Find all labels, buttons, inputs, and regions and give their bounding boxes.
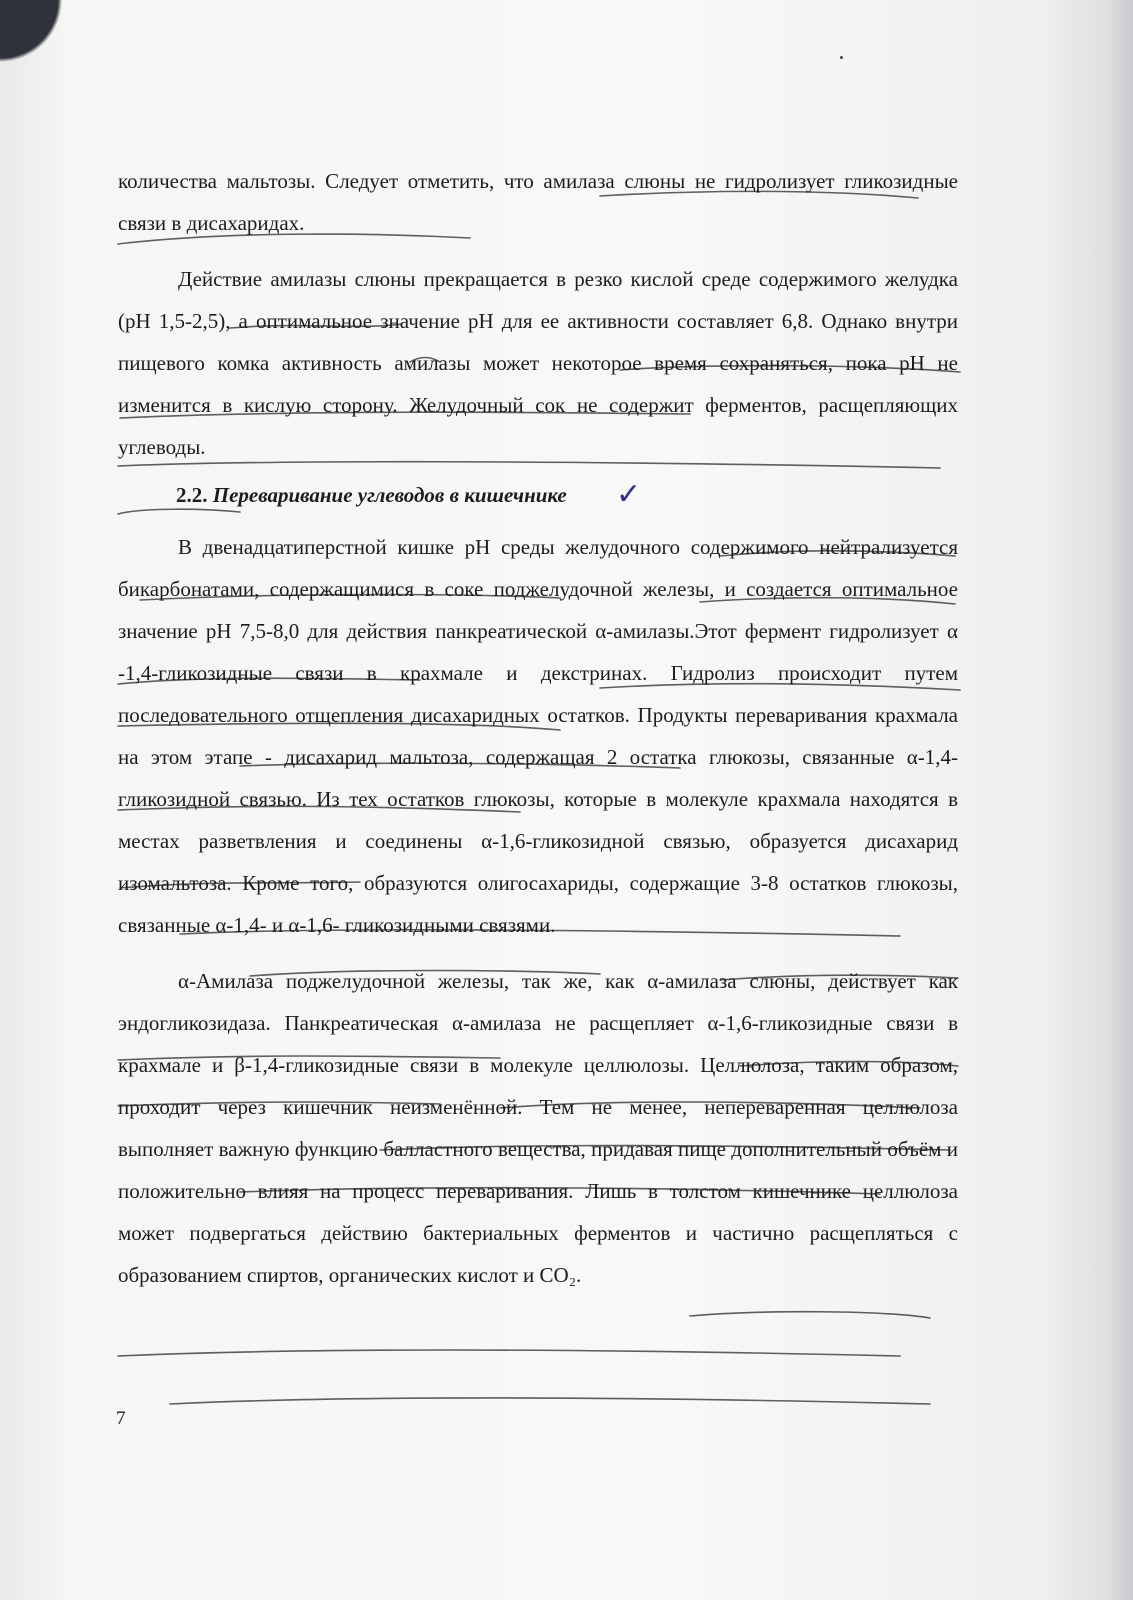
- paragraph-2: Действие амилазы слюны прекращается в резко кислой среде содержимого желудка (рН 1,5-2,5), а оптимальное значение рН для ее активности составляет 6,8. Однако внутри пищевого комка активность амилазы может некоторое время сохраняться, пока рН не изменится в кислую сторону. Желудочный сок не содержит ферментов, расщепляющих углеводы.: [118, 267, 958, 459]
- page-number: 7: [116, 1408, 126, 1429]
- section-paragraph-2: α-Амилаза поджелудочной железы, так же, как α-амилаза слюны, действует как эндогликозидаза. Панкреатическая α-амилаза не расщепляет α-1,6-гликозидные связи в крахмале и β-1,4-гликозидные связи в молекуле целлюлозы. Целлюлоза, таким образом, проходит через кишечник неизменённой. Тем не менее, непереваренная целлюлоза выполняет важную функцию балластного вещества, придавая пище дополнительный объём и положительно влияя на процесс переваривания. Лишь в толстом кишечнике целлюлоза может подвергаться действию бактериальных ферментов и частично расщепляться с образованием спиртов, органических кислот и CO₂.: [118, 969, 958, 1287]
- section-number: 2.2.: [176, 483, 208, 507]
- document-body: [118, 160, 958, 1296]
- paragraph-1: количества мальтозы. Следует отметить, что амилаза слюны не гидролизует гликозидные связи в дисахаридах.: [118, 169, 958, 235]
- scan-right-edge: [1107, 0, 1133, 1600]
- scan-speck: [840, 56, 843, 59]
- check-mark-icon: ✓: [616, 477, 642, 512]
- section-title: Переваривание углеводов в кишечнике: [212, 483, 567, 507]
- section-paragraph-1: В двенадцатиперстной кишке рН среды желудочного содержимого нейтрализуется бикарбонатами, содержащимися в соке поджелудочной железы, и создается оптимальное значение рН 7,5-8,0 для действия панкреатической α-амилазы.Этот фермент гидролизует α -1,4-гликозидные связи в крахмале и декстринах. Гидролиз происходит путем последовательного отщепления дисахаридных остатков. Продукты переваривания крахмала на этом этапе - дисахарид мальтоза, содержащая 2 остатка глюкозы, связанные α-1,4-гликозидной связью. Из тех остатков глюкозы, которые в молекуле крахмала находятся в местах разветвления и соединены α-1,6-гликозидной связью, образуется дисахарид изомальтоза. Кроме того, образуются олигосахариды, содержащие 3-8 остатков глюкозы, связанные α-1,4- и α-1,6- гликозидными связями.: [118, 535, 958, 937]
- section-heading: [118, 474, 958, 516]
- scan-corner-shadow: [0, 0, 140, 140]
